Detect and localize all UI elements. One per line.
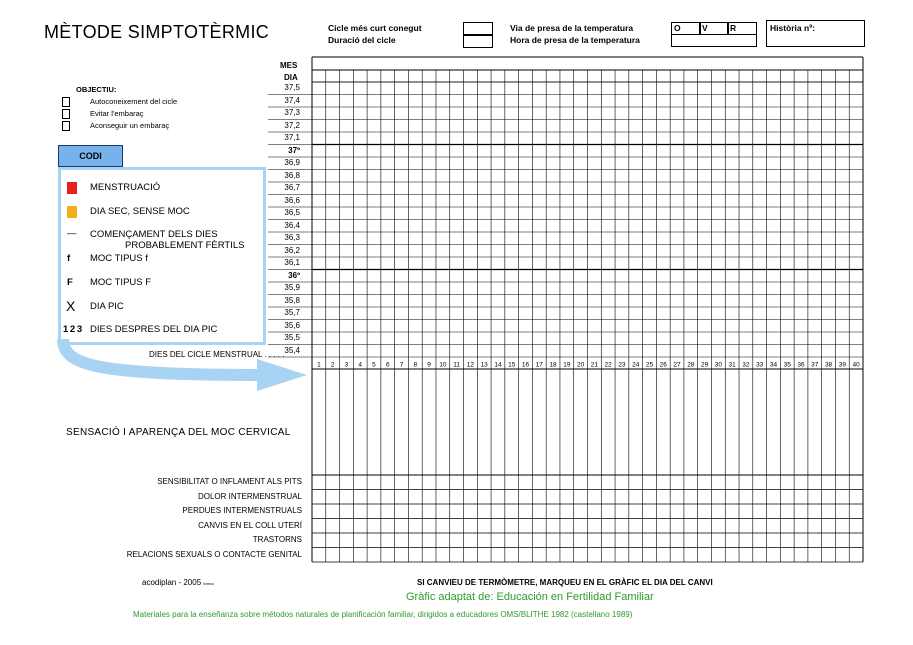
day-number: 23 (618, 361, 626, 369)
temperature-label: 37,5 (284, 83, 300, 92)
symptom-label: TRASTORNS (252, 535, 302, 544)
temperature-label: 36º (288, 270, 300, 280)
day-number: 9 (427, 361, 431, 369)
legend-dry-day: DIA SEC, SENSE MOC (90, 206, 190, 217)
cycle-short-label: Cicle més curt conegut (328, 23, 422, 33)
day-number: 16 (521, 361, 530, 369)
numbers-icon: 1 2 3 (63, 324, 82, 335)
mucus-label: SENSACIÓ I APARENÇA DEL MOC CERVICAL (66, 427, 291, 438)
temperature-label: 37,3 (284, 108, 300, 117)
cycle-duration-label: Duració del cicle (328, 35, 396, 45)
cycle-days-label: DIES DEL CICLE MENSTRUAL . . . . . (149, 350, 285, 359)
day-number: 3 (344, 361, 349, 369)
temperature-label: 37,1 (284, 133, 300, 142)
symptom-label: PERDUES INTERMENSTRUALS (182, 506, 302, 515)
route-r-label: R (730, 23, 737, 33)
objective-option-self-knowledge: Autoconeixement del cicle (90, 97, 178, 106)
day-number: 12 (466, 361, 475, 369)
temperature-label: 36,1 (284, 258, 300, 267)
footer-source: Materiales para la enseñanza sobre métodos naturales de planificación familiar, dirigidos a educadores OMS/BLITHE 1982 (castellano 1989) (133, 610, 633, 619)
temperature-label: 36,7 (284, 183, 300, 192)
temperature-label: 37,4 (284, 95, 300, 105)
day-number: 8 (413, 361, 418, 369)
temperature-label: 35,5 (284, 333, 300, 342)
day-number: 38 (824, 361, 833, 369)
temperature-label: 36,8 (284, 170, 300, 180)
temperature-label: 37º (288, 145, 300, 155)
day-number: 11 (453, 361, 461, 369)
legend-menstruation: MENSTRUACIÓ (90, 182, 161, 193)
codi-legend-header: CODI (58, 145, 123, 167)
day-number: 35 (783, 361, 791, 369)
temperature-label: 36,9 (284, 158, 300, 167)
page-title: MÈTODE SIMPTOTÈRMIC (44, 22, 270, 42)
legend-mucus-f: MOC TIPUS f (90, 253, 148, 264)
day-number: 1 (317, 361, 321, 369)
day-number: 5 (372, 361, 376, 369)
temperature-label: 36,3 (284, 233, 300, 242)
day-number: 6 (385, 361, 390, 369)
temperature-label: 37,2 (284, 120, 300, 130)
day-number: 27 (673, 361, 681, 369)
temperature-label: 35,8 (284, 295, 300, 305)
objective-option-avoid: Evitar l'embaraç (90, 109, 144, 118)
symptom-label: SENSIBILITAT O INFLAMENT ALS PITS (157, 477, 302, 486)
day-number: 29 (700, 361, 709, 369)
day-number: 39 (838, 361, 846, 369)
day-number: 15 (508, 361, 516, 369)
footer-credit (142, 578, 214, 587)
legend-peak-day: DIA PIC (90, 301, 124, 312)
temperature-label: 36,2 (284, 245, 300, 255)
symptom-label: DOLOR INTERMENSTRUAL (197, 491, 302, 501)
objective-heading: OBJECTIU: (76, 85, 117, 94)
day-number: 20 (576, 361, 585, 369)
footer-credit-small: forma (203, 581, 214, 586)
temperature-label: 35,6 (284, 320, 300, 330)
day-number: 40 (852, 361, 860, 369)
temperature-label: 36,4 (284, 220, 300, 230)
temperature-label: 36,6 (284, 195, 300, 205)
day-number: 26 (659, 361, 667, 369)
day-number: 21 (590, 361, 599, 369)
day-number: 32 (742, 361, 750, 369)
day-number: 28 (687, 361, 695, 369)
objective-option-achieve: Aconseguir un embaraç (90, 121, 170, 130)
footer-credit-main: acodiplan - 2005 (142, 578, 202, 587)
letter-f-icon: f (67, 253, 71, 264)
day-number: 19 (563, 361, 571, 369)
day-number: 10 (439, 361, 447, 369)
day-number: 13 (480, 361, 488, 369)
day-number: 22 (604, 361, 612, 369)
temp-route-label: Via de presa de la temperatura (510, 23, 634, 33)
day-number: 34 (769, 361, 778, 369)
day-number: 31 (728, 361, 736, 369)
temperature-label: 36,5 (284, 208, 300, 217)
day-number: 7 (399, 361, 404, 369)
route-v-label: V (702, 23, 708, 33)
day-number: 36 (797, 361, 805, 369)
day-label: DIA (284, 73, 298, 82)
symptom-label: RELACIONS SEXUALS O CONTACTE GENITAL (126, 549, 302, 559)
footer-notice: SI CANVIEU DE TERMÒMETRE, MARQUEU EN EL GRÀFIC EL DIA DEL CANVI (417, 578, 713, 587)
day-number: 33 (756, 361, 764, 369)
temperature-label: 35,4 (284, 345, 300, 355)
day-number: 17 (535, 361, 543, 369)
history-label: Història nº: (770, 23, 816, 33)
legend-mucus-F: MOC TIPUS F (90, 277, 152, 288)
footer-adapted: Gràfic adaptat de: Educación en Fertilidad Familiar (406, 591, 654, 603)
legend-fertile-start: COMENÇAMENT DELS DIES (90, 229, 218, 240)
temperature-label: 35,9 (284, 283, 300, 292)
temp-time-label: Hora de presa de la temperatura (510, 35, 640, 45)
month-label: MES (280, 61, 298, 70)
day-number: 30 (714, 361, 722, 369)
x-icon: X (66, 298, 76, 314)
day-number: 24 (632, 361, 640, 369)
letter-F-icon: F (67, 277, 73, 288)
day-number: 25 (645, 361, 654, 369)
dash-icon: — (67, 228, 77, 239)
day-number: 37 (811, 361, 819, 369)
route-o-label: O (674, 23, 681, 33)
temperature-label: 35,7 (284, 308, 300, 317)
legend-fertile-start-2: PROBABLEMENT FÈRTILS (125, 240, 245, 251)
day-number: 2 (330, 361, 335, 369)
legend-days-after-peak: DIES DESPRES DEL DIA PIC (90, 324, 218, 335)
day-number: 4 (358, 361, 363, 369)
symptom-label: CANVIS EN EL COLL UTERÍ (198, 520, 302, 530)
day-number: 14 (494, 361, 502, 369)
day-number: 18 (549, 361, 557, 369)
